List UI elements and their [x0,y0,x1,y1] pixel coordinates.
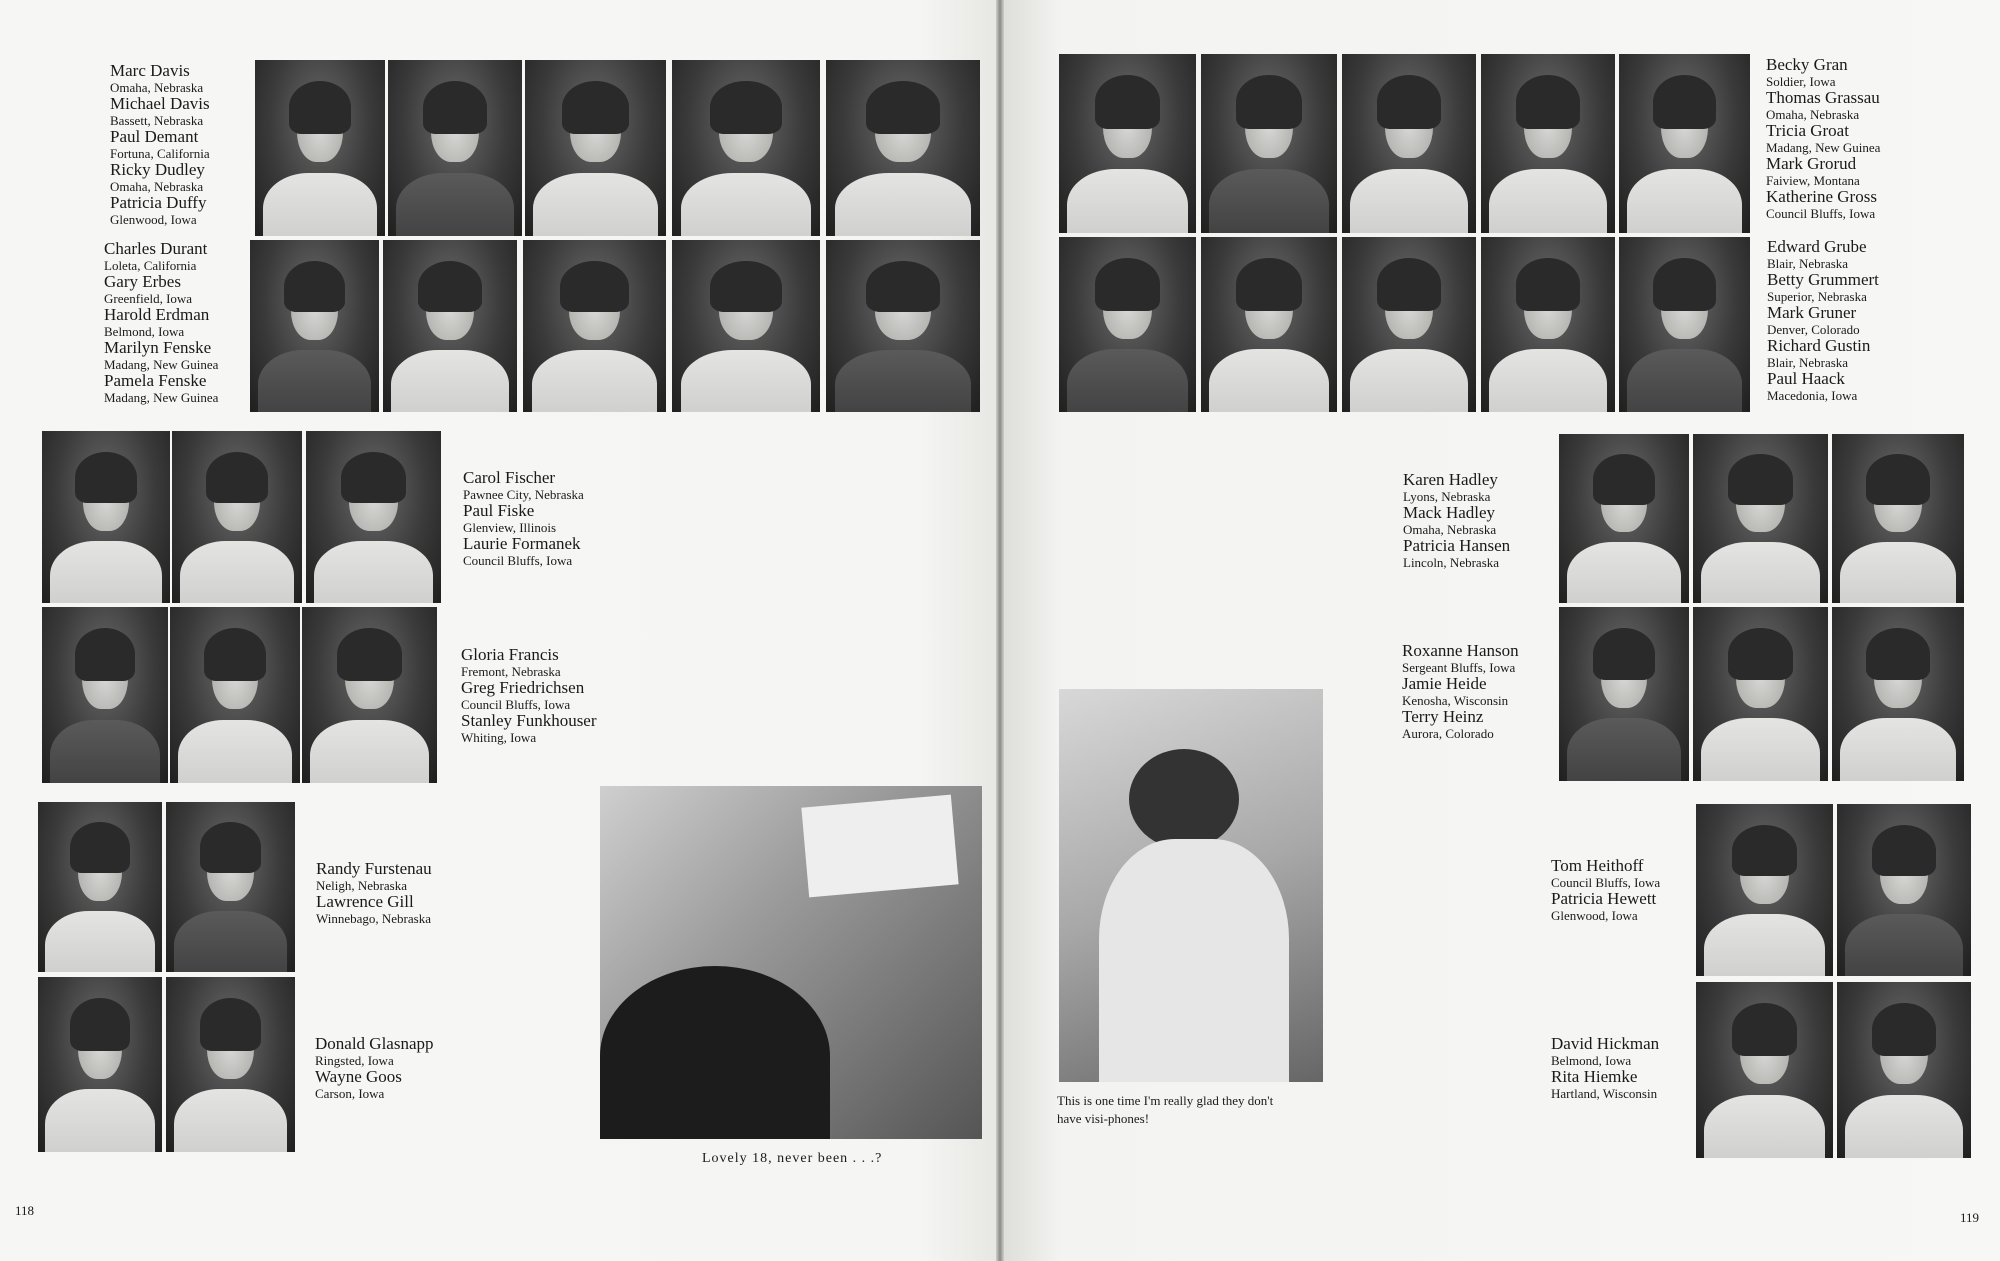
caption-line: This is one time I'm really glad they don't [1057,1093,1274,1108]
student-portrait [1342,237,1476,412]
candid-photo-lovely-18 [600,786,982,1139]
hair [1728,454,1793,505]
student-portrait [826,240,980,412]
candid-caption-right [1057,1092,1273,1128]
student-name: Marilyn Fenske [104,338,212,357]
student-name: Katherine Gross [1766,187,1877,206]
student-name: David Hickman [1551,1034,1660,1053]
hair [1728,628,1793,680]
hair [70,998,130,1051]
student-hometown: Superior, Nebraska [1767,289,1867,304]
shoulders [1701,718,1820,781]
hair [1653,258,1716,311]
hair [562,81,630,134]
dress-silhouette [1099,839,1289,1082]
hair [200,998,262,1051]
student-portrait [1693,434,1828,603]
roster-fischer-formanek [463,469,584,568]
student-name: Wayne Goos [315,1067,402,1086]
hair [1236,258,1301,311]
shoulders [1067,349,1188,412]
student-name: Richard Gustin [1767,336,1871,355]
student-name: Jamie Heide [1402,674,1487,693]
shoulders [396,173,514,236]
student-name: Laurie Formanek [463,534,581,553]
hair [204,628,266,681]
hair [866,81,940,134]
roster-furstenau-gill [316,860,432,926]
student-hometown: Glenview, Illinois [463,520,557,535]
candid-caption-left: Lovely 18, never been . . .? [702,1151,883,1166]
shoulders [45,911,154,972]
hair [1732,825,1798,877]
student-portrait [170,607,300,783]
shoulders [45,1089,154,1152]
student-hometown: Omaha, Nebraska [1766,107,1860,122]
student-name: Paul Fiske [463,501,535,520]
student-hometown: Ringsted, Iowa [315,1053,394,1068]
hair [206,452,268,504]
student-hometown: Carson, Iowa [315,1086,385,1101]
shoulders [1840,542,1956,603]
roster-hadley-hansen [1403,471,1510,570]
student-hometown: Madang, New Guinea [104,357,219,372]
student-portrait [1342,54,1476,233]
student-name: Karen Hadley [1403,470,1498,489]
student-hometown: Council Bluffs, Iowa [463,553,573,568]
student-name: Thomas Grassau [1766,88,1880,107]
student-portrait [826,60,980,236]
sign [801,795,958,898]
student-portrait [672,60,820,236]
student-hometown: Macedonia, Iowa [1767,388,1858,403]
shoulders [1845,1095,1963,1158]
student-hometown: Blair, Nebraska [1767,355,1849,370]
student-hometown: Loleta, California [104,258,197,273]
shoulders [1627,169,1742,233]
student-name: Gloria Francis [461,645,559,664]
shoulders [1701,542,1820,603]
shoulders [50,720,161,783]
hair [423,81,487,134]
shoulders [1845,914,1963,976]
student-name: Edward Grube [1767,237,1867,256]
student-name: Harold Erdman [104,305,210,324]
student-name: Marc Davis [110,61,190,80]
student-name: Paul Haack [1767,369,1845,388]
student-portrait [1619,237,1750,412]
student-name: Pamela Fenske [104,371,207,390]
shoulders [1489,169,1607,233]
student-portrait [1619,54,1750,233]
roster-glasnapp-goos [315,1035,434,1101]
roster-davis-duffy [110,62,210,227]
hair [710,81,781,134]
student-name: Becky Gran [1766,55,1848,74]
student-portrait [42,431,170,603]
student-portrait [172,431,302,603]
shoulders [174,1089,288,1152]
roster-durant-fenske [104,240,218,405]
student-name: Ricky Dudley [110,160,205,179]
shoulders [1704,1095,1825,1158]
shoulders [681,173,811,236]
student-name: Tom Heithoff [1551,856,1644,875]
shoulders [1704,914,1825,976]
student-hometown: Sergeant Bluffs, Iowa [1402,660,1516,675]
student-portrait [383,240,517,412]
student-portrait [388,60,522,236]
student-hometown: Belmond, Iowa [104,324,185,339]
student-name: Randy Furstenau [316,859,432,878]
hair [75,452,136,504]
student-name: Greg Friedrichsen [461,678,585,697]
page-number-left: 118 [15,1203,35,1218]
student-name: Donald Glasnapp [315,1034,434,1053]
roster-francis-funkhouser [461,646,597,745]
student-hometown: Neligh, Nebraska [316,878,407,893]
student-hometown: Pawnee City, Nebraska [463,487,584,502]
student-name: Terry Heinz [1402,707,1484,726]
hair [1872,825,1936,877]
shoulders [258,350,372,412]
student-portrait [1559,434,1689,603]
student-hometown: Lincoln, Nebraska [1403,555,1500,570]
student-hometown: Denver, Colorado [1767,322,1860,337]
student-portrait [1832,434,1964,603]
student-hometown: Council Bluffs, Iowa [461,697,571,712]
hair [710,261,781,313]
student-name: Mark Gruner [1767,303,1857,322]
hair [1516,75,1580,129]
student-portrait [166,802,295,972]
student-hometown: Greenfield, Iowa [104,291,193,306]
hair [1377,258,1441,311]
shoulders [681,350,811,412]
student-portrait [1559,607,1689,781]
roster-hanson-heinz [1402,642,1519,741]
hair [1095,75,1161,129]
hair [70,822,130,873]
hair [1866,628,1929,680]
student-portrait [1696,804,1833,976]
shoulders [310,720,429,783]
student-name: Betty Grummert [1767,270,1879,289]
shoulders [1350,349,1468,412]
hair [337,628,402,681]
hair [1653,75,1716,129]
student-name: Paul Demant [110,127,199,146]
student-portrait [255,60,385,236]
shoulders [1627,349,1742,412]
student-portrait [1837,982,1971,1158]
shoulders [1209,349,1329,412]
head-silhouette [1129,749,1239,849]
student-portrait [523,240,666,412]
roster-hickman-hiemke [1551,1035,1659,1101]
hair [560,261,629,313]
hair [1732,1003,1798,1056]
student-portrait [1201,237,1337,412]
student-hometown: Omaha, Nebraska [110,179,204,194]
hair [866,261,940,313]
shoulders [835,173,971,236]
shoulders [174,911,288,972]
student-portrait [250,240,379,412]
student-hometown: Aurora, Colorado [1402,726,1494,741]
hair [1593,454,1655,505]
student-hometown: Whiting, Iowa [461,730,537,745]
shoulders [50,541,163,603]
student-name: Patricia Hewett [1551,889,1657,908]
shoulders [178,720,292,783]
student-name: Tricia Groat [1766,121,1849,140]
hair [75,628,135,681]
hair [284,261,346,313]
student-name: Mack Hadley [1403,503,1496,522]
student-name: Rita Hiemke [1551,1067,1638,1086]
student-hometown: Bassett, Nebraska [110,113,204,128]
student-portrait [38,977,162,1152]
student-portrait [306,431,441,603]
shoulders [1350,169,1468,233]
person-silhouette [600,966,830,1139]
student-hometown: Kenosha, Wisconsin [1402,693,1509,708]
hair [1236,75,1301,129]
student-name: Carol Fischer [463,468,556,487]
shoulders [1567,718,1681,781]
shoulders [533,173,657,236]
candid-photo-telephone [1059,689,1323,1082]
shoulders [180,541,294,603]
roster-grube-haack [1767,238,1879,403]
roster-gran-gross [1766,56,1880,221]
student-name: Gary Erbes [104,272,181,291]
caption-line: have visi-phones! [1057,1111,1150,1126]
student-hometown: Lyons, Nebraska [1403,489,1491,504]
student-hometown: Hartland, Wisconsin [1551,1086,1658,1101]
student-portrait [302,607,437,783]
student-hometown: Glenwood, Iowa [1551,908,1638,923]
student-hometown: Glenwood, Iowa [110,212,197,227]
student-name: Lawrence Gill [316,892,414,911]
roster-heithoff-hewett [1551,857,1660,923]
student-portrait [1837,804,1971,976]
hair [418,261,482,313]
hair [1377,75,1441,129]
shoulders [1567,542,1681,603]
student-portrait [38,802,162,972]
student-portrait [1059,237,1196,412]
student-hometown: Soldier, Iowa [1766,74,1836,89]
student-portrait [1481,237,1615,412]
hair [1516,258,1580,311]
shoulders [1067,169,1188,233]
student-portrait [1696,982,1833,1158]
student-name: Stanley Funkhouser [461,711,597,730]
student-hometown: Winnebago, Nebraska [316,911,431,926]
student-hometown: Fremont, Nebraska [461,664,561,679]
hair [341,452,406,504]
hair [289,81,351,134]
shoulders [1840,718,1956,781]
hair [1593,628,1655,680]
student-name: Charles Durant [104,239,208,258]
student-portrait [1201,54,1337,233]
student-hometown: Blair, Nebraska [1767,256,1849,271]
student-portrait [1693,607,1828,781]
student-hometown: Madang, New Guinea [1766,140,1881,155]
shoulders [314,541,433,603]
student-name: Mark Grorud [1766,154,1857,173]
student-portrait [1481,54,1615,233]
shoulders [1489,349,1607,412]
hair [200,822,262,873]
shoulders [1209,169,1329,233]
student-hometown: Council Bluffs, Iowa [1766,206,1876,221]
student-portrait [166,977,295,1152]
book-spine [996,0,1004,1261]
shoulders [835,350,971,412]
student-name: Roxanne Hanson [1402,641,1519,660]
student-hometown: Belmond, Iowa [1551,1053,1632,1068]
student-hometown: Council Bluffs, Iowa [1551,875,1661,890]
student-name: Michael Davis [110,94,210,113]
student-hometown: Fortuna, California [110,146,210,161]
student-portrait [672,240,820,412]
student-hometown: Madang, New Guinea [104,390,219,405]
student-portrait [1059,54,1196,233]
hair [1095,258,1161,311]
student-portrait [525,60,666,236]
page-number-right: 119 [1960,1210,1980,1225]
shoulders [263,173,377,236]
student-hometown: Omaha, Nebraska [1403,522,1497,537]
student-hometown: Omaha, Nebraska [110,80,204,95]
student-name: Patricia Duffy [110,193,207,212]
shoulders [532,350,658,412]
student-name: Patricia Hansen [1403,536,1511,555]
hair [1872,1003,1936,1056]
student-hometown: Faiview, Montana [1766,173,1860,188]
student-portrait [1832,607,1964,781]
hair [1866,454,1929,505]
student-portrait [42,607,168,783]
shoulders [391,350,509,412]
